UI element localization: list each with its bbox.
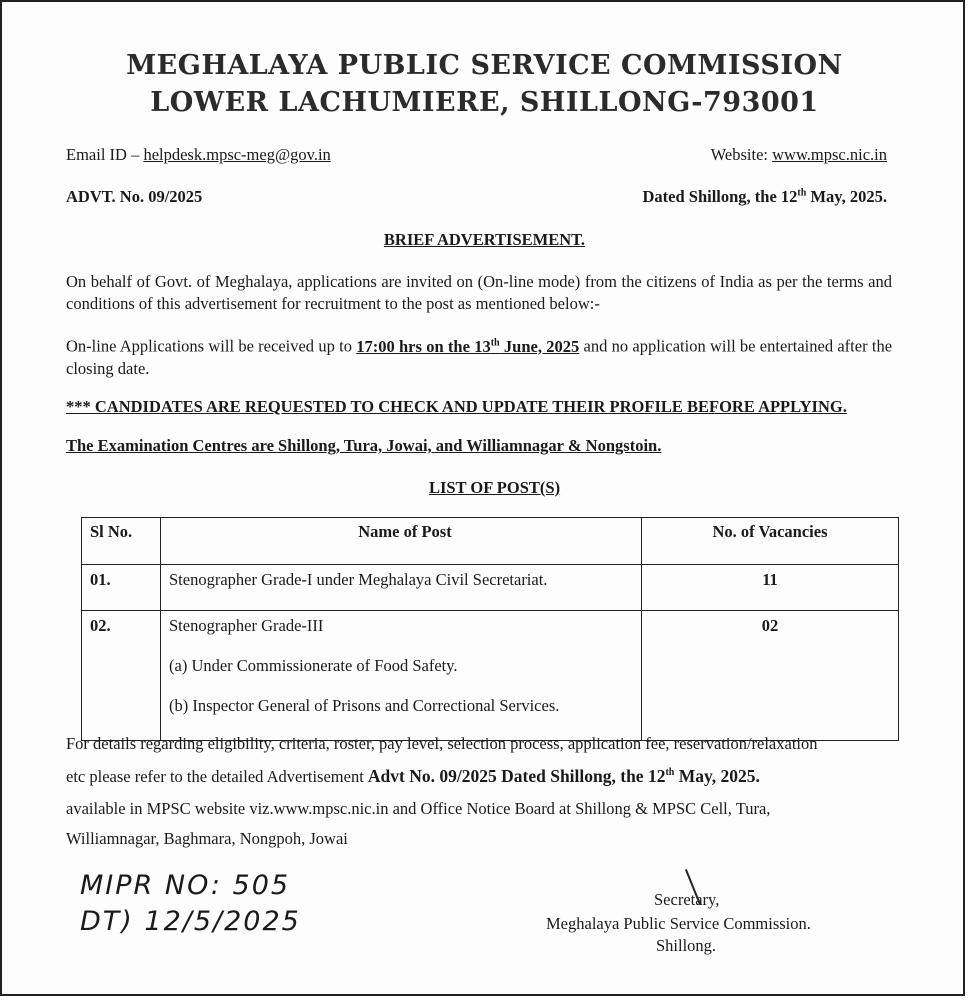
row-vacancies: 02 (642, 611, 899, 741)
doc-title (2, 230, 967, 250)
details-line-2 (66, 766, 760, 787)
website-link[interactable]: www.mpsc.nic.in (772, 145, 887, 164)
advt-date-sup: th (797, 187, 807, 199)
email-link[interactable]: helpdesk.mpsc-meg@gov.in (143, 145, 331, 164)
col-header-post: Name of Post (161, 518, 642, 565)
intro-paragraph: On behalf of Govt. of Meghalaya, applications are invited on (On-line mode) from the citizens of India as per the terms and conditions of this advertisement for recruitment to the post as mentioned below:- (66, 272, 892, 313)
deadline-suffix: and no application will be entertained after the closing date. (66, 336, 893, 378)
advt-date (642, 187, 887, 207)
email-line (66, 145, 331, 165)
list-title (2, 478, 969, 498)
signature-org: Meghalaya Public Service Commission. (546, 914, 811, 933)
advt-date-end: May, 2025. (806, 187, 887, 206)
signature-place: Shillong. (656, 936, 717, 955)
list-title-text: LIST OF POST(S) (428, 478, 561, 497)
row-post-title: Stenographer Grade-III (169, 616, 324, 635)
row-post (161, 611, 642, 741)
table-row (82, 565, 899, 611)
row-post-sub-b: (b) Inspector General of Prisons and Correctional Services. (169, 696, 560, 715)
details-line-4: Williamnagar, Baghmara, Nongpoh, Jowai (66, 829, 348, 848)
row-vacancies: 11 (642, 565, 899, 611)
deadline-end: June, 2025 (499, 336, 580, 356)
website-line (711, 145, 887, 165)
handwritten-ref-number: MIPR NO: 505 (80, 870, 291, 901)
details-line-1: For details regarding eligibility, criteria, roster, pay level, selection process, application fee, reservation/relaxation (66, 734, 818, 753)
row-post: Stenographer Grade-I under Meghalaya Civil Secretariat. (161, 565, 642, 611)
col-header-vacancies: No. of Vacancies (642, 518, 899, 565)
doc-title-text: BRIEF ADVERTISEMENT. (383, 230, 586, 249)
deadline-paragraph (66, 332, 892, 380)
deadline-sup: th (490, 337, 500, 348)
row-slno: 01. (82, 565, 161, 611)
deadline-main: 17:00 hrs on the 13 (356, 336, 491, 356)
details-line-2-prefix: etc please refer to the detailed Advertisement (66, 767, 368, 786)
profile-notice: *** CANDIDATES ARE REQUESTED TO CHECK AND UPDATE THEIR PROFILE BEFORE APPLYING. (66, 397, 847, 416)
advt-number: ADVT. No. 09/2025 (66, 187, 203, 206)
header-title: MEGHALAYA PUBLIC SERVICE COMMISSION (126, 50, 843, 81)
email-label: Email ID – (66, 145, 144, 164)
table-header-row (82, 518, 899, 565)
advt-date-main: Dated Shillong, the 12 (642, 187, 798, 206)
details-advt-ref-main: Advt No. 09/2025 Dated Shillong, the 12 (367, 766, 666, 786)
details-advt-ref (368, 766, 760, 786)
deadline-prefix: On-line Applications will be received up to (66, 336, 357, 356)
row-post-sub-a: (a) Under Commissionerate of Food Safety. (169, 656, 458, 675)
table-row (82, 611, 899, 741)
signature-title: Secretary, (654, 890, 720, 909)
posts-table (81, 517, 899, 741)
header-address: LOWER LACHUMIERE, SHILLONG-793001 (150, 87, 819, 118)
details-advt-ref-end: May, 2025. (674, 766, 760, 786)
deadline-date (356, 337, 579, 356)
handwritten-ref-date: DT) 12/5/2025 (80, 906, 301, 937)
row-slno: 02. (82, 611, 161, 741)
details-advt-ref-sup: th (665, 767, 675, 779)
exam-centres: The Examination Centres are Shillong, Tura, Jowai, and Williamnagar & Nongstoin. (66, 436, 662, 455)
col-header-slno: Sl No. (82, 518, 161, 565)
details-line-3: available in MPSC website viz.www.mpsc.nic.in and Office Notice Board at Shillong & MPSC Cell, Tura, (66, 799, 771, 818)
website-label: Website: (710, 145, 773, 164)
